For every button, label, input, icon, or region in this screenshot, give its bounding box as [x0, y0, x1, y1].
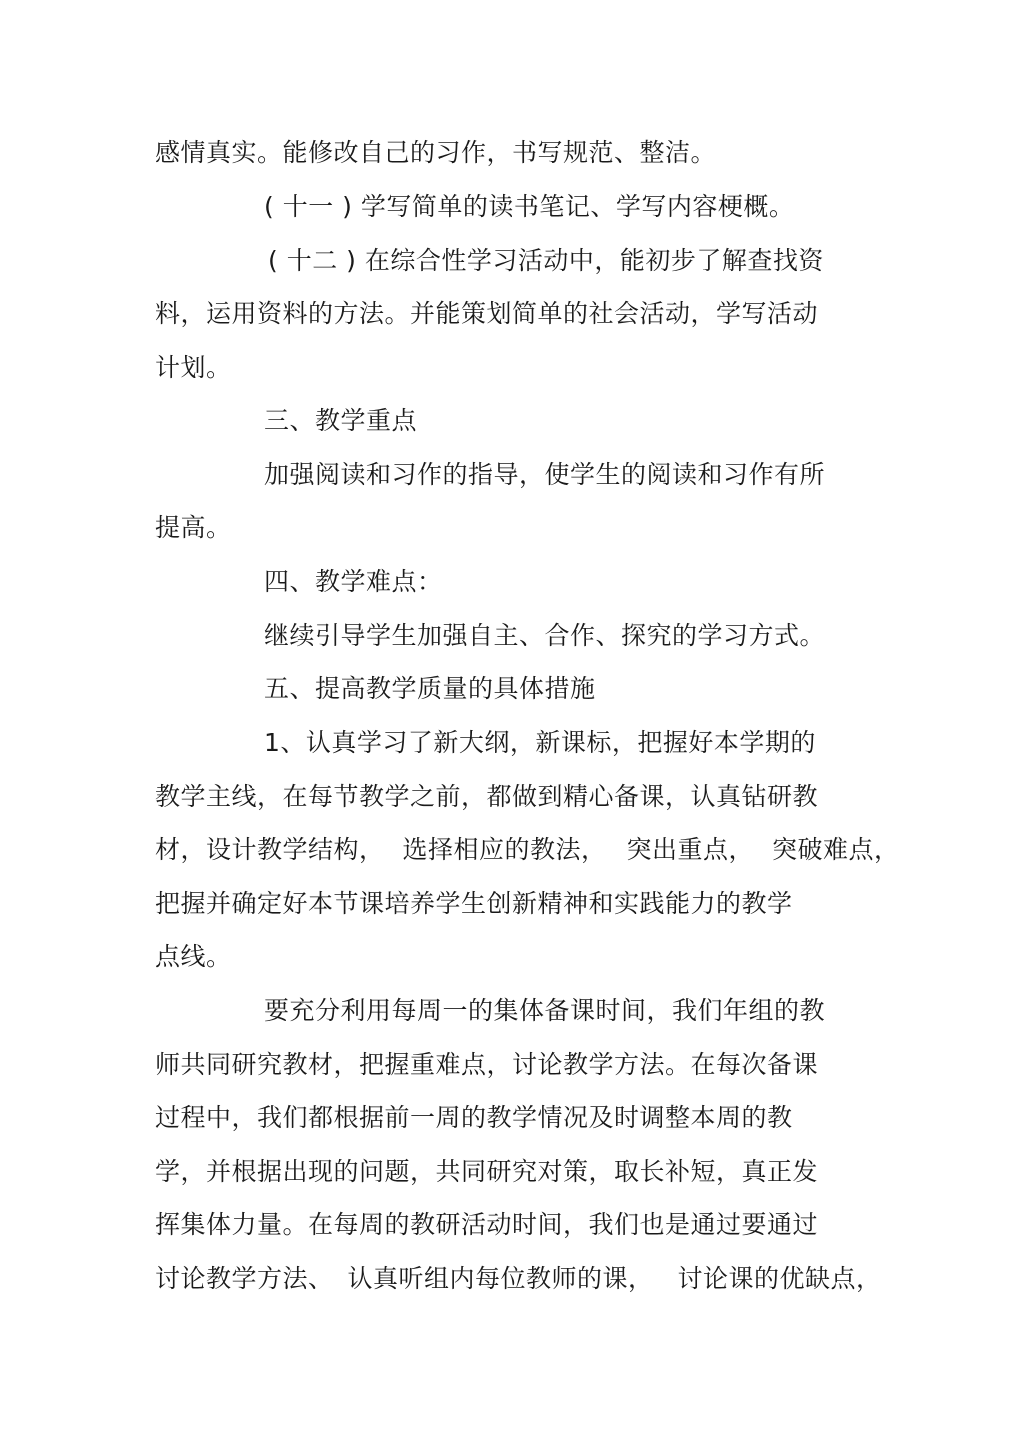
text-line: ( 十一 ) 学写简单的读书笔记、学写内容梗概。 [264, 192, 795, 221]
section-heading: 三、教学重点 [264, 406, 418, 435]
text-segment: 认真听组内每位教师的课， [347, 1264, 654, 1293]
text-line: 继续引导学生加强自主、合作、探究的学习方式。 [264, 621, 826, 650]
text-line: 感情真实。能修改自己的习作，书写规范、整洁。 [155, 138, 717, 167]
text-segment: 选择相应的教法， [402, 835, 607, 864]
text-segment: 讨论教学方法、 [155, 1264, 334, 1293]
text-line: 教学主线，在每节教学之前，都做到精心备课，认真钻研教 [155, 782, 819, 811]
text-line: 学，并根据出现的问题，共同研究对策，取长补短，真正发 [155, 1157, 819, 1186]
section-heading: 五、提高教学质量的具体措施 [264, 674, 596, 703]
text-segment: 讨论课的优缺点， [677, 1264, 882, 1293]
text-line: 计划。 [155, 353, 232, 382]
text-line: 挥集体力量。在每周的教研活动时间，我们也是通过要通过 [155, 1210, 819, 1239]
text-line: ( 十二 ) 在综合性学习活动中，能初步了解查找资 [268, 246, 824, 275]
text-line: 提高。 [155, 513, 232, 542]
text-line: 料，运用资料的方法。并能策划简单的社会活动，学写活动 [155, 299, 819, 328]
text-segment: 突出重点， [626, 835, 755, 864]
text-line: 师共同研究教材，把握重难点，讨论教学方法。在每次备课 [155, 1050, 819, 1079]
section-heading: 四、教学难点： [264, 567, 443, 596]
text-line: 把握并确定好本节课培养学生创新精神和实践能力的教学 [155, 889, 793, 918]
text-segment: 突破难点， [772, 835, 900, 864]
text-line: 1、认真学习了新大纲，新课标，把握好本学期的 [264, 728, 816, 757]
text-line: 加强阅读和习作的指导，使学生的阅读和习作有所 [264, 460, 826, 489]
text-line: 点线。 [155, 942, 232, 971]
text-line: 要充分利用每周一的集体备课时间，我们年组的教 [264, 996, 826, 1025]
text-segment: 材，设计教学结构， [155, 835, 385, 864]
text-line [155, 1262, 882, 1296]
text-line [155, 833, 900, 867]
text-line: 过程中，我们都根据前一周的教学情况及时调整本周的教 [155, 1103, 793, 1132]
